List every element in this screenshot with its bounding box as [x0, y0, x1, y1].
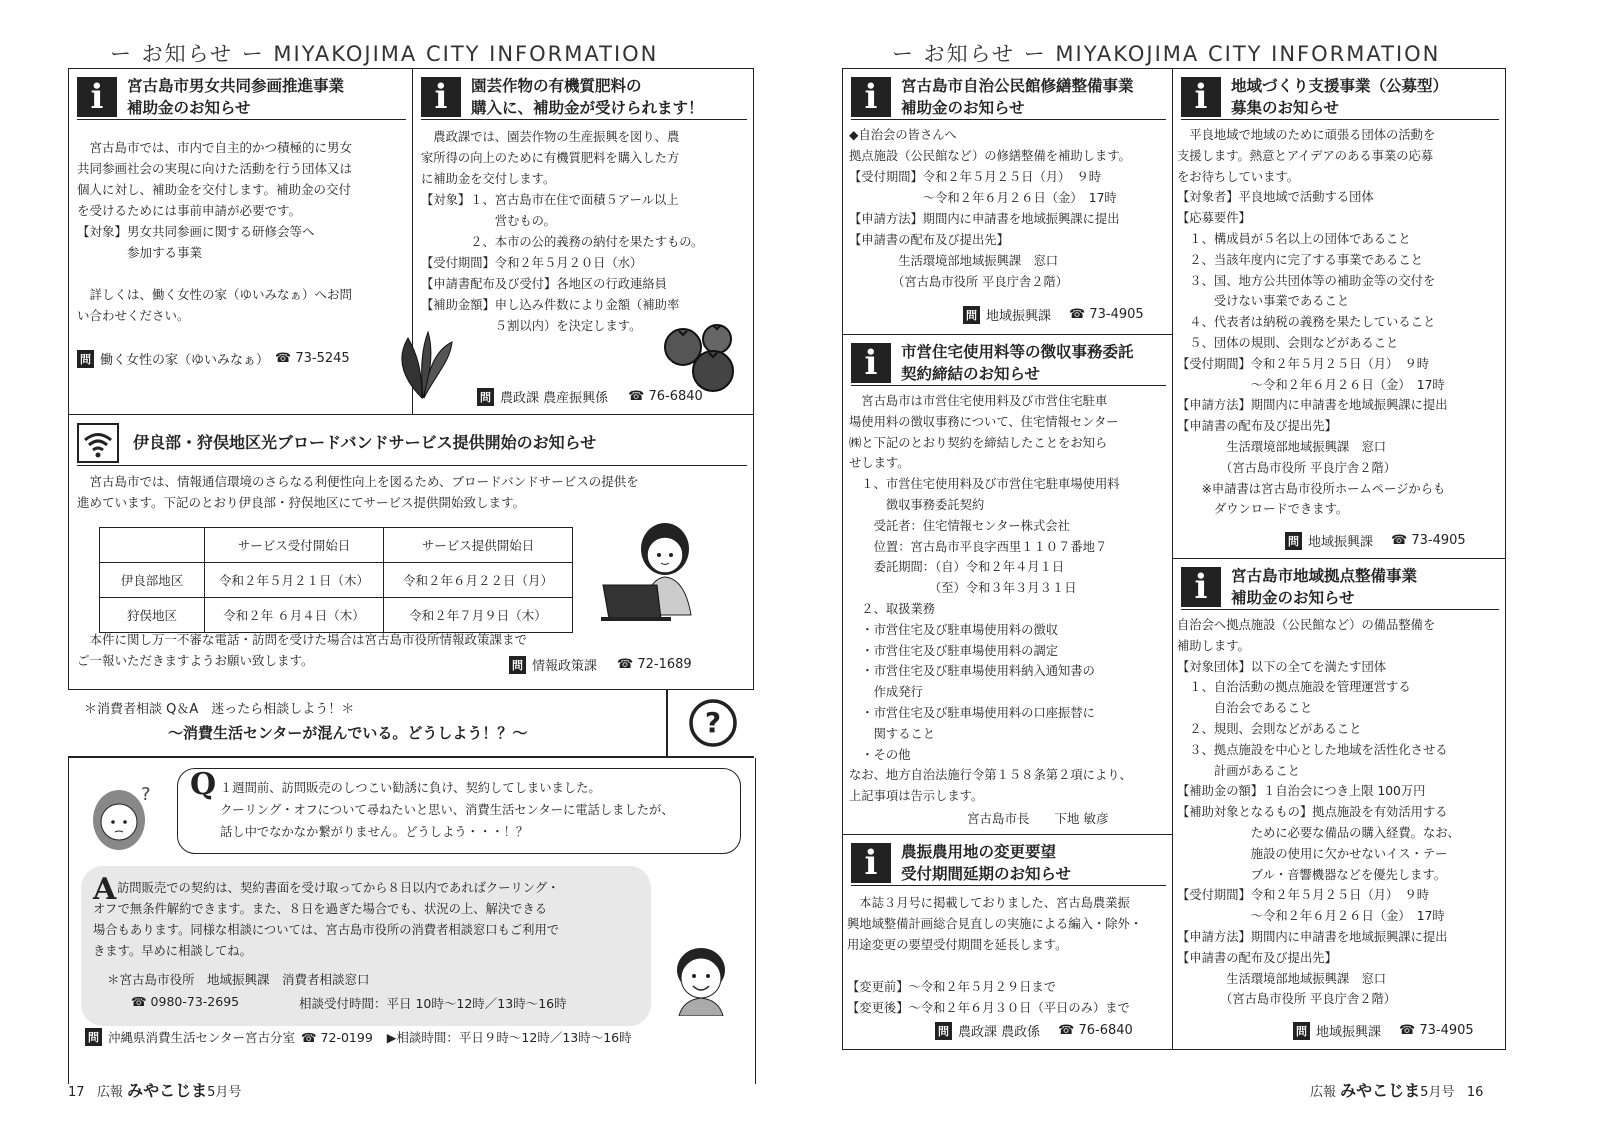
consumer-kicker: ＊消費者相談 Q＆A 迷ったら相談しよう！＊	[84, 702, 355, 717]
notice-body: 宮古島市は市営住宅使用料及び市営住宅駐車 場使用料の徴収事務について、住宅情報センター ㈱と下記のとおり契約を締結したことをお知ら せします。 １、市営住宅使用料及び市営住宅駐車場使用料 徴収事務委託契約 受託者：住宅情報センター株式会社 位置：宮古島市平良字西里１１０７番地７ 委託期間：（自）令和２年４月１日 （至）令和３年３月３１日 ２、取扱業務 ・市営住宅及び駐車場使用料の徴収 ・市営住宅及び駐車場使用料の調定 ・市営住宅及び駐車場使用料納入通知書の 作成発行 ・市営住宅及び駐車場使用料の口座振替に 関すること ・その他 なお、地方自治法施行令第１５８条第２項により、 上記事項は告示します。	[849, 394, 1132, 804]
consultation-hours: 相談受付時間：平日 10時〜12時／13時〜16時	[299, 996, 567, 1011]
info-icon: i	[77, 77, 117, 117]
table-cell: 令和２年７月９日（木）	[384, 598, 573, 633]
table-cell: 令和２年６月２２日（月）	[384, 563, 573, 598]
notice-title-text: 宮古島市地域拠点整備事業 補助金のお知らせ	[1231, 567, 1418, 607]
question-icon	[688, 698, 738, 748]
inquiry-icon: 問	[77, 350, 94, 368]
notice-title-text: 宮古島市男女共同参画推進事業 補助金のお知らせ	[127, 77, 345, 117]
consumer-center-line: 問 沖縄県消費生活センター宮古分室 ☎ 72-0199 ▶相談時間：平日９時〜12時／13時〜16時	[85, 1028, 632, 1046]
phone-number: ☎ 73-4905	[1391, 533, 1466, 548]
phone-number: ☎ 76-6840	[628, 389, 703, 404]
notice-fertilizer	[412, 68, 754, 414]
notice-title	[1181, 75, 1499, 120]
answer-text: 訪問販売での契約は、契約書面を受け取ってから８日以内であればクーリング・ オフで無条件解約できます。また、８日を過ぎた場合でも、状況の上、解決できる 場合もあります。同様な相談については、宮古島市役所の消費者相談窓口もご利用で きます。早めに相談してね。	[93, 881, 560, 958]
table-row	[100, 598, 573, 633]
table-cell: 令和２年５月２１日（木）	[205, 563, 384, 598]
consumer-qa-body	[68, 758, 756, 1084]
page-footer-left: 17 広報 みやこじま5月号	[68, 1081, 242, 1100]
inquiry-icon: 問	[1285, 532, 1302, 550]
wifi-icon	[77, 423, 119, 463]
notice-community-support	[1172, 68, 1506, 558]
notice-broadband	[68, 414, 754, 690]
page-footer-right: 広報 みやこじま5月号 16	[1310, 1081, 1484, 1100]
notice-housing-fee	[842, 334, 1172, 834]
notice-body: 平良地域で地域のために頑張る団体の活動を 支援します。熱意とアイデアのある事業の応募 をお待ちしています。 【対象者】平良地域で活動する団体 【応募要件】 １、構成員が５名以上の団体であること ２、当該年度内に完了する事業であること ３、国、地方公共団体等の補助金等の交付を 受けない事業であること ４、代表者は納税の義務を果たしていること ５、団体の規則、会則などがあること 【受付期間】令和２年５月２５日（月） ９時 〜令和２年６月２６日（金） 17時 【申請方法】期間内に申請書を地域振興課に提出 【申請書の配布及び提出先】 生活環境部地域振興課 窓口 （宮古島市役所 平良庁舎２階） ※申請書は宮古島市役所ホームページからも ダウンロードできます。	[1177, 128, 1448, 517]
table-header-row	[100, 528, 573, 563]
inquiry-icon: 問	[85, 1028, 102, 1046]
phone-number: ☎ 73-4905	[1069, 307, 1144, 322]
notice-title-text: 農振農用地の変更要望 受付期間延期のお知らせ	[901, 843, 1072, 883]
laptop-woman-illustration	[599, 515, 709, 625]
info-icon: i	[851, 343, 891, 383]
service-schedule-table	[99, 527, 573, 633]
consultation-time: ▶相談時間：平日９時〜12時／13時〜16時	[386, 1030, 632, 1045]
page-header-right: ー お知らせ ー MIYAKOJIMA CITY INFORMATION	[892, 42, 1441, 66]
table-header	[100, 528, 205, 563]
question-bubble	[177, 768, 741, 854]
worried-woman-illustration	[87, 780, 157, 860]
info-icon: i	[851, 77, 891, 117]
inquiry-icon: 問	[509, 656, 526, 674]
spinach-illustration	[392, 328, 456, 400]
tomato-illustration	[661, 317, 741, 393]
right-page	[806, 0, 1611, 1146]
inquiry-icon: 問	[1293, 1022, 1310, 1040]
inquiry-icon: 問	[477, 388, 494, 406]
notice-gender-equality	[68, 68, 412, 414]
notice-farmland	[842, 834, 1172, 1050]
table-header: サービス受付開始日	[205, 528, 384, 563]
phone-number: ☎ 72-1689	[617, 657, 692, 672]
phone-number: ☎ 76-6840	[1058, 1023, 1133, 1038]
notice-body: 本誌３月号に掲載しておりました、宮古島農業振 興地域整備計画総合見直しの実施による編入・除外・ 用途変更の要望受付期間を延長します。 【変更前】〜令和２年５月２９日まで 【変更後】〜令和２年６月３０日（平日のみ）まで	[847, 896, 1143, 1015]
answer-bubble	[81, 866, 651, 1026]
notice-base-facility	[1172, 558, 1506, 1050]
contact-line: 問 情報政策課 ☎ 72-1689	[509, 655, 692, 674]
notice-title-text: 伊良部・狩俣地区光ブロードバンドサービス提供開始のお知らせ	[133, 433, 597, 452]
contact-line: 問 働く女性の家（ゆいみなぁ） ☎ 73-5245	[77, 349, 350, 368]
phone-number: ☎ 72-0199	[301, 1029, 373, 1045]
notice-title	[77, 75, 406, 120]
mayor-signature: 宮古島市長 下地 敏彦	[967, 811, 1109, 826]
consultation-office: ＊宮古島市役所 地域振興課 消費者相談窓口	[107, 972, 370, 987]
phone-number: ☎ 73-5245	[275, 351, 350, 366]
broadband-note: 本件に関し万一不審な電話・訪問を受けた場合は宮古島市役所情報政策課まで ご一報いただきますようお願い致します。	[77, 632, 528, 668]
info-icon: i	[421, 77, 461, 117]
consumer-qa-header	[68, 690, 754, 758]
page-number: 16	[1466, 1085, 1484, 1100]
broadband-title	[77, 421, 747, 466]
table-row	[100, 563, 573, 598]
page-header-left: ー お知らせ ー MIYAKOJIMA CITY INFORMATION	[110, 42, 659, 66]
info-icon: i	[851, 843, 891, 883]
info-icon: i	[1181, 567, 1221, 607]
notice-title	[851, 341, 1166, 386]
brand-logo: みやこじま	[1340, 1081, 1421, 1100]
table-cell: 令和２年 ６月４日（木）	[205, 598, 384, 633]
notice-title-text: 宮古島市自治公民館修繕整備事業 補助金のお知らせ	[901, 77, 1134, 117]
notice-title-text: 地域づくり支援事業（公募型） 募集のお知らせ	[1231, 77, 1449, 117]
contact-line: 問 地域振興課 ☎ 73-4905	[1285, 531, 1466, 550]
notice-title	[851, 841, 1166, 886]
inquiry-icon: 問	[963, 306, 980, 324]
notice-title	[1181, 565, 1499, 610]
notice-body: 宮古島市では、情報通信環境のさらなる利便性向上を図るため、ブロードバンドサービスの提供を 進めています。下記のとおり伊良部・狩俣地区にてサービス提供開始致します。	[77, 474, 639, 510]
qa-divider	[666, 690, 668, 756]
phone-number: ☎ 73-4905	[1399, 1023, 1474, 1038]
notice-community-hall	[842, 68, 1172, 334]
contact-line: 問 地域振興課 ☎ 73-4905	[1293, 1021, 1474, 1040]
table-cell: 狩俣地区	[100, 598, 205, 633]
svg-text:?: ?	[704, 706, 722, 739]
brand-logo: みやこじま	[127, 1081, 208, 1100]
table-cell: 伊良部地区	[100, 563, 205, 598]
notice-title	[421, 75, 747, 120]
notice-body: 宮古島市では、市内で自主的かつ積極的に男女 共同参画社会の実現に向けた活動を行う団体又は 個人に対し、補助金を交付します。補助金の交付 を受けるためには事前申請が必要です。 【対象】男女共同参画に関する研修会等へ 参加する事業 詳しくは、働く女性の家（ゆいみなぁ）へお問 い合わせください。	[77, 140, 353, 323]
notice-title-text: 市営住宅使用料等の徴収事務委託 契約締結のお知らせ	[901, 343, 1134, 383]
inquiry-icon: 問	[935, 1022, 952, 1040]
consumer-headline: 〜消費生活センターが混んでいる。どうしよう！？〜	[168, 724, 528, 742]
svg-text:?: ?	[141, 784, 151, 805]
consultation-tel: ☎ 0980-73-2695	[131, 994, 240, 1009]
advisor-man-illustration	[669, 944, 733, 1016]
contact-line: 問 農政課 農産振興係 ☎ 76-6840	[477, 387, 703, 406]
notice-body: 自治会へ拠点施設（公民館など）の備品整備を 補助します。 【対象団体】以下の全てを満たす団体 １、自治活動の拠点施設を管理運営する 自治会であること ２、規則、会則などがあること ３、拠点施設を中心とした地域を活性化させる 計画があること 【補助金の額】１自治会につき上限 100万円 【補助対象となるもの】拠点施設を有効活用する ために必要な備品の購入経費。なお、 施設の使用に欠かせないイス・テー ブル・音響機器などを優先します。 【受付期間】令和２年５月２５日（月） ９時 〜令和２年６月２６日（金） 17時 【申請方法】期間内に申請書を地域振興課に提出 【申請書の配布及び提出先】 生活環境部地域振興課 窓口 （宮古島市役所 平良庁舎２階）	[1177, 618, 1460, 1007]
notice-title-text: 園芸作物の有機質肥料の 購入に、補助金が受けられます！	[471, 77, 704, 117]
contact-line: 問 地域振興課 ☎ 73-4905	[963, 305, 1144, 324]
notice-body: 農政課では、園芸作物の生産振興を図り、農 家所得の向上のために有機質肥料を購入した方 に補助金を交付します。 【対象】１、宮古島市在住で面積５アール以上 営むもの。 ２、本市の公的義務の納付を果たすもの。 【受付期間】令和２年５月２０日（水） 【申請書配布及び受付】各地区の行政連絡員 【補助金額】申し込み件数により金額（補助率 ５割以内）を決定します。	[421, 130, 704, 333]
notice-body: ◆自治会の皆さんへ 拠点施設（公民館など）の修繕整備を補助します。 【受付期間】令和２年５月２５日（月） ９時 〜令和２年６月２６日（金） 17時 【申請方法】期間内に申請書を地域振興課に提出 【申請書の配布及び提出先】 生活環境部地域振興課 窓口 （宮古島市役所 平良庁舎２階）	[849, 128, 1131, 289]
question-text: １週間前、訪問販売のしつこい勧誘に負け、契約してしまいました。 クーリング・オフについて尋ねたいと思い、消費生活センターに電話しましたが、 話し中でなかなか繋がりません。どうしよう・・・！？	[220, 781, 674, 839]
table-header: サービス提供開始日	[384, 528, 573, 563]
notice-title	[851, 75, 1166, 120]
q-letter: Q	[190, 767, 217, 802]
contact-line: 問 農政課 農政係 ☎ 76-6840	[935, 1021, 1133, 1040]
info-icon: i	[1181, 77, 1221, 117]
a-letter: A	[93, 872, 117, 907]
page-number: 17	[68, 1085, 85, 1100]
left-page	[0, 0, 805, 1146]
